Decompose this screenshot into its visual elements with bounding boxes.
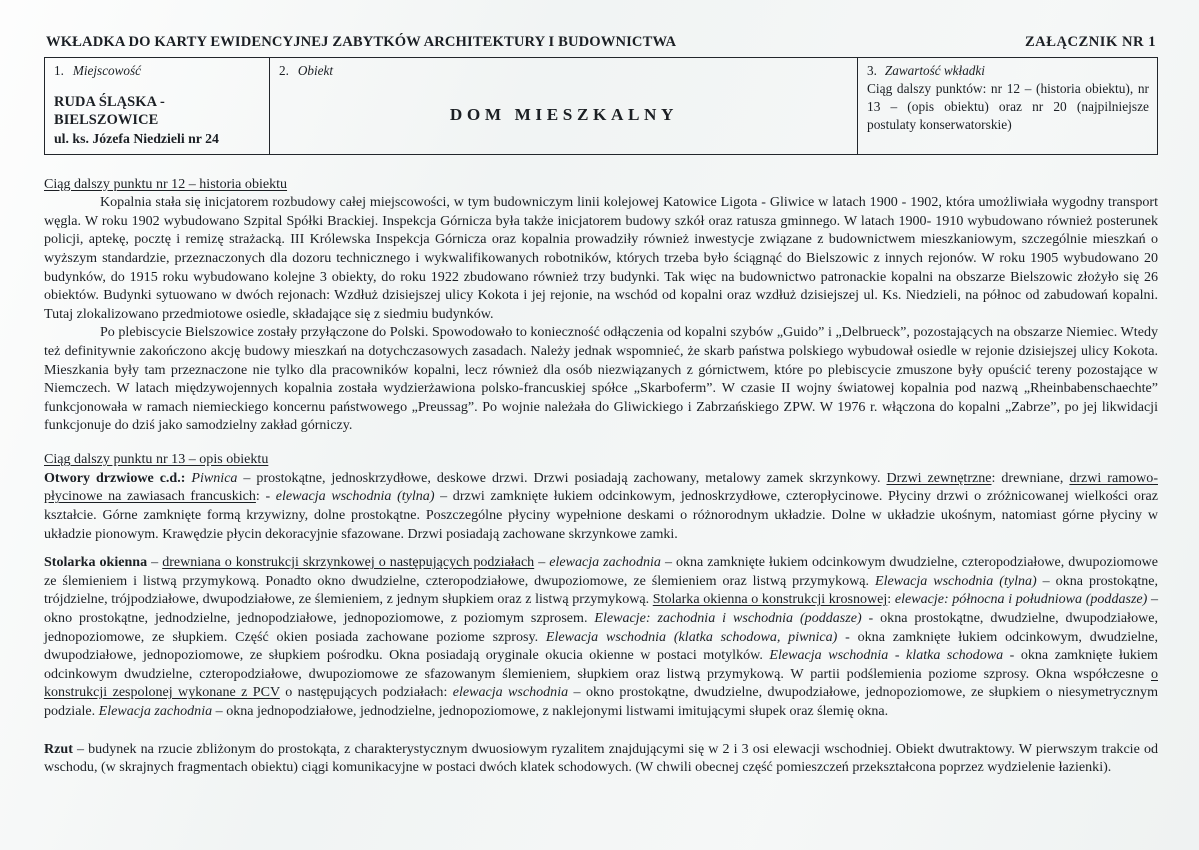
contents-label-text: Zawartość wkładki <box>884 63 985 78</box>
section-13-heading <box>44 450 1158 469</box>
doors-paragraph <box>44 469 1158 543</box>
windows-t22: – okno prostokątne, dwudzielne, dwupodziałowe, jednopoziomowe, ze słupkiem o niesymetrycznym podziale. <box>44 684 1158 719</box>
windows-t13: Elewacje: zachodnia i wschodnia (poddasze) <box>594 609 862 626</box>
windows-t9: Stolarka okienna o konstrukcji krosnowej <box>652 591 888 608</box>
doors-t8: – drzwi zamknięte łukiem odcinkowym, jednoskrzydłowe, czteropłycinowe. Płyciny drzwi o zróżnicowanej wielkości oraz kształcie. Górne zamknięte formą krzywizny, dolne prostokątne. Poszczególne płyciny wypełnione deskami o różnorodnym układzie. Dolne w układzie ukośnym, natomiast górne płyciny w układzie pionowym. Krawędzie płycin dekoracyjnie sfazowane. Drzwi posiadają zachowane skrzynkowe zamki. <box>44 488 1159 542</box>
section-12-paragraph-1: Kopalnia stała się inicjatorem rozbudowy całej miejscowości, w tym budowniczym linii kolejowej Katowice Ligota - Gliwice w latach 1900 - 1902, która umożliwiała wygodny transport węgla. W roku 1902 wybudowano Szpital Spółki Brackiej. Inspekcja Górnicza była także inicjatorem budowy szkół oraz ratusza gminnego. W latach 1900- 1910 wybudowano również posterunek policji, aptekę, pocztę i remizę strażacką. III Królewska Inspekcja Górnicza oraz kopalnia prowadziły również inwestycje związane z budownictwem mieszkaniowym, szczególnie mieszkań o wyższym standardzie, przeznaczonych dla dozoru technicznego i wykwalifikowanych robotników, których trzeba było ściągnąć do Bielszowic z innych rejonów. W roku 1905 wybudowano 20 budynków, do 1915 roku wybudowano kolejne 3 obiekty, do roku 1922 zbudowano również trzy budynki. Tak więc na budownictwo patronackie kopalni na obszarze Bielszowic złożyło się 26 obiektów. Budynki sytuowano w dwóch rejonach: Wzdłuż dzisiejszej ulicy Kokota i jej rejonie, na wschód od kopalni oraz wzdłuż dzisiejszej ul. Ks. Niedzieli, na północ od zabudowań kopalni. Tutaj zlokalizowano przedmiotowe osiedle, składające się z siedmiu budynków. <box>44 194 1158 322</box>
windows-t20: o następujących podziałach: <box>279 684 453 701</box>
windows-t18: - okna zamknięte łukiem odcinkowym dwudzielne, czteropodziałowe, dwupoziomowe ze sfazowanym ślemieniem, słupkiem oraz listwą przymykową. W partii podślemienia poziome szprosy. Okna współczesne <box>44 647 1158 682</box>
annex-label: ZAŁĄCZNIK NR 1 <box>1024 34 1156 50</box>
document-header <box>44 34 1158 57</box>
windows-t1: Stolarka okienna <box>44 554 148 571</box>
windows-t3: drewniana o konstrukcji skrzynkowej o następujących podziałach <box>162 554 535 571</box>
contents-number: 3. <box>867 63 877 78</box>
windows-t8: – okna prostokątne, trójdzielne, trójpodziałowe, dwupodziałowe, ze ślemieniem, z jednym słupkiem oraz z listwą przymykową. <box>44 572 1158 608</box>
document-sheet <box>44 34 1158 818</box>
locality-street: ul. ks. Józefa Niedzieli nr 24 <box>54 130 219 146</box>
windows-t2: – <box>147 554 163 571</box>
contents-label <box>867 63 1149 79</box>
windows-t12: – okno prostokątne, jednodzielne, jednopodziałowe, jednopoziomowe, z poziomym szprosem. <box>44 591 1158 626</box>
windows-t4: – <box>534 554 550 571</box>
windows-t14: - okna prostokątne, dwudzielne, dwupodziałowe, jednopoziomowe, ze słupkiem. Część okien posiada zachowane poziome szprosy. <box>44 609 1158 645</box>
windows-t23: Elewacja zachodnia <box>98 702 213 719</box>
plan-paragraph <box>44 740 1158 777</box>
windows-t11: elewacje: północna i południowa (poddasze) <box>894 591 1148 608</box>
windows-t21: elewacja wschodnia <box>452 684 569 701</box>
locality-label-text: Miejscowość <box>72 63 142 78</box>
object-name: DOM MIESZKALNY <box>449 105 679 124</box>
windows-t19: o konstrukcji zespolonej wykonane z PCV <box>44 665 1158 701</box>
windows-t10: : <box>887 591 895 608</box>
section-12-heading-text: Ciąg dalszy punktu nr 12 – historia obiektu <box>44 175 288 192</box>
doors-t1: Piwnica <box>185 469 238 486</box>
spacer <box>44 721 1158 740</box>
object-label-text: Obiekt <box>297 63 334 78</box>
doors-t2: – prostokątne, jednoskrzydłowe, deskowe drzwi. Drzwi posiadają zachowany, metalowy zamek skrzynkowy. <box>237 469 887 486</box>
plan-lead: Rzut <box>44 740 73 757</box>
doors-t4: : drewniane, <box>991 469 1070 486</box>
locality-label <box>54 63 261 79</box>
plan-text: – budynek na rzucie zbliżonym do prostokąta, z charakterystycznym dwuosiowym ryzalitem znajdującymi się w 2 i 3 osi elewacji wschodniej. Obiekt dwutraktowy. W pierwszym trakcie od wschodu, (w skrajnych fragmentach obiektu) ciągi komunikacyjne w postaci dwóch klatek schodowych. (W chwili obecnej część pomieszczeń przekształcona poprzez wydzielenie łazienki). <box>44 740 1158 776</box>
doors-t7: elewacja wschodnia (tylna) <box>275 488 435 505</box>
object-number: 2. <box>279 63 289 78</box>
section-13-heading-text: Ciąg dalszy punktu nr 13 – opis obiektu <box>44 451 269 468</box>
document-body <box>44 175 1158 780</box>
spacer <box>44 543 1158 553</box>
table-cell-object <box>269 58 857 154</box>
table-cell-contents <box>857 58 1157 154</box>
section-12-heading <box>44 175 1158 194</box>
windows-t5: elewacja zachodnia <box>549 554 661 571</box>
doors-lead: Otwory drzwiowe c.d.: <box>44 469 186 486</box>
locality-number: 1. <box>54 63 64 78</box>
identification-table <box>44 58 1158 155</box>
document-title: WKŁADKA DO KARTY EWIDENCYJNEJ ZABYTKÓW ARCHITEKTURY I BUDOWNICTWA <box>46 34 677 50</box>
doors-t6: : - <box>255 488 276 505</box>
windows-t6: – okna zamknięte łukiem odcinkowym dwudzielne, czteropodziałowe, dwupoziomowe ze ślemieniem i listwą przymykową. Ponadto okno dwudzielne, czteropodziałowe, dwupoziomowe, ze ślemieniem oraz listwą przymykową. <box>44 554 1158 589</box>
windows-t15: Elewacja wschodnia (klatka schodowa, piwnica) <box>545 628 838 645</box>
windows-t17: Elewacja wschodnia - klatka schodowa <box>769 647 1004 664</box>
section-12-paragraph-2: Po plebiscycie Bielszowice zostały przyłączone do Polski. Spowodowało to konieczność odłączenia od kopalni szybów „Guido” i „Delbrueck”, pozostających na obszarze Niemiec. Wtedy też definitywnie zakończono akcję budowy mieszkań na dotychczasowych zasadach. Należy jednak wspomnieć, że skarb państwa polskiego wybudował osiedle w rejonie dzisiejszej ulicy Kokota. Mieszkania były tam przeznaczone nie tylko dla pracowników kopalni, lecz również dla osób niezwiązanych z górnictwem, które po plebiscycie zmuszone były opuścić tereny pozostające w Niemczech. W latach międzywojennych kopalnia została wydzierżawiona polsko-francuskiej spółce „Skarboferm”. W czasie II wojny światowej kopalnia pod nazwą „Rheinbabenschaechte” funkcjonowała w ramach niemieckiego koncernu państwowego „Preussag”. Po wojnie należała do Gliwickiego i Zabrzańskiego ZPW. W 1976 r. włączona do kopalni „Zabrze”, po jej likwidacji funkcjonuje do dziś jako samodzielny zakład górniczy. <box>44 324 1158 434</box>
windows-t7: Elewacja wschodnia (tylna) <box>874 572 1037 589</box>
locality-name: RUDA ŚLĄSKA - BIELSZOWICE <box>54 94 165 129</box>
spacer <box>44 435 1158 450</box>
windows-paragraph <box>44 553 1158 720</box>
doors-t5: drzwi ramowo-płycinowe na zawiasach francuskich <box>44 469 1158 505</box>
windows-t16: - okna zamknięte łukiem odcinkowym, dwudzielne, dwupodziałowe, jednopoziomowe, ze słupkiem pośrodku. Okna posiadają oryginale okucia okienne w postaci motylków. <box>44 628 1158 664</box>
contents-description: Ciąg dalszy punktów: nr 12 – (historia obiektu), nr 13 – (opis obiektu) oraz nr 20 (najpilniejsze postulaty konserwatorskie) <box>867 81 1149 133</box>
object-label <box>279 63 849 79</box>
doors-t3: Drzwi zewnętrzne <box>886 469 992 486</box>
table-cell-locality <box>45 58 269 154</box>
windows-t24: – okna jednopodziałowe, jednodzielne, jednopoziomowe, z naklejonymi listwami imitującymi słupek oraz ślemię okna. <box>212 702 889 719</box>
